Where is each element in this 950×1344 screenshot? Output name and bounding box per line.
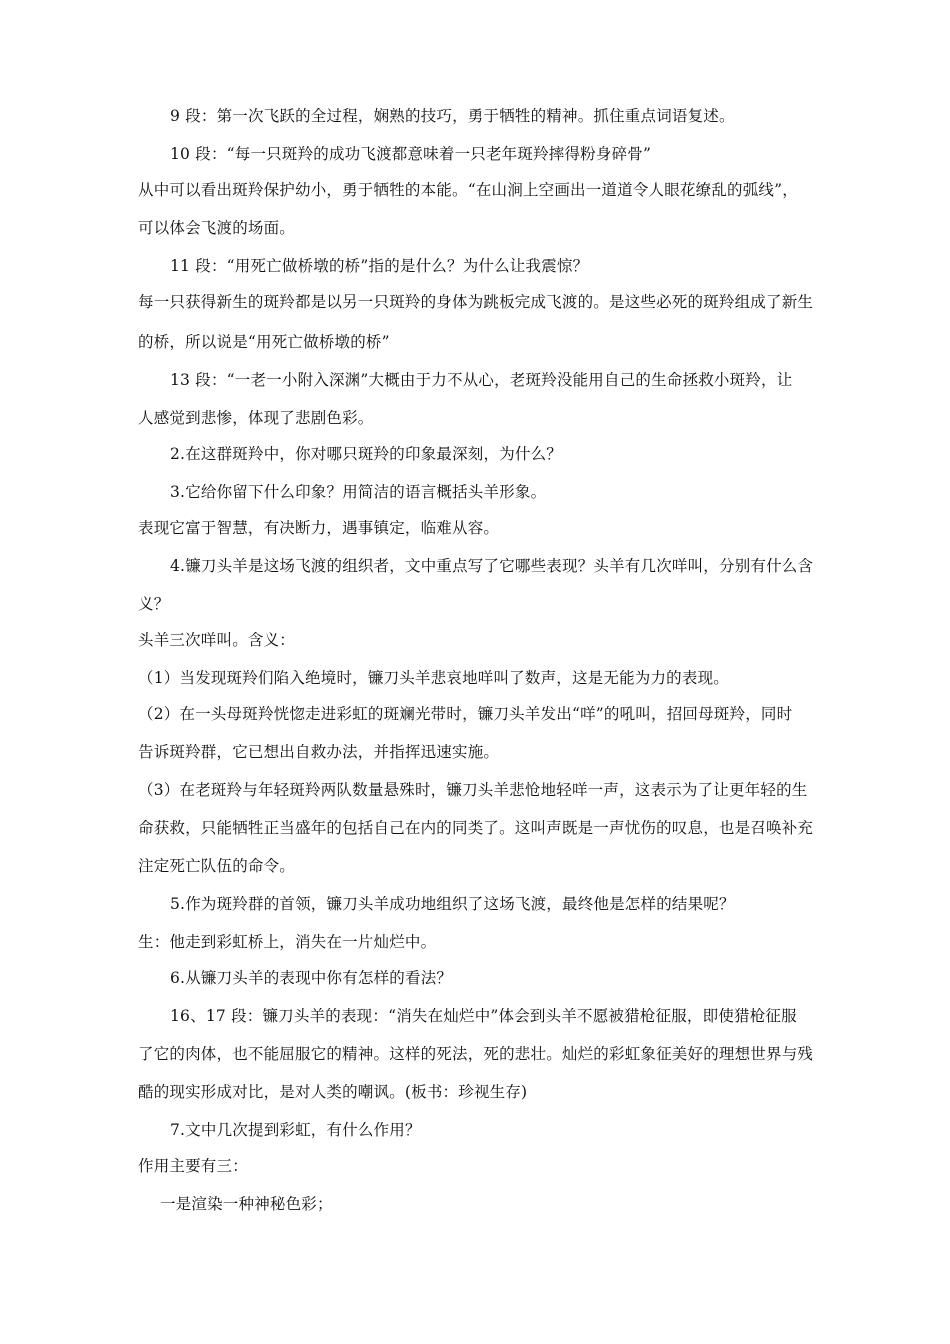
text-line: 5.作为斑羚群的首领，镰刀头羊成功地组织了这场飞渡，最终他是怎样的结果呢？ [170, 895, 735, 913]
text-line: （1）当发现斑羚们陷入绝境时，镰刀头羊悲哀地咩叫了数声，这是无能为力的表现。 [138, 669, 729, 687]
text-line: 告诉斑羚群，它已想出自救办法，并指挥迅速实施。 [138, 743, 500, 761]
text-line: 3.它给你留下什么印象？用简洁的语言概括头羊形象。 [170, 483, 547, 501]
text-line: （2）在一头母斑羚恍惚走进彩虹的斑斓光带时，镰刀头羊发出“咩”的吼叫，招回母斑羚，同时 [138, 705, 793, 723]
text-line: 人感觉到悲惨，体现了悲剧色彩。 [138, 409, 374, 427]
text-line: 的桥，所以说是“用死亡做桥墩的桥” [138, 333, 390, 351]
text-line: 生：他走到彩虹桥上，消失在一片灿烂中。 [138, 933, 437, 951]
text-line: 6.从镰刀头羊的表现中你有怎样的看法？ [170, 969, 453, 987]
text-line: 义？ [138, 595, 170, 613]
text-line: 每一只获得新生的斑羚都是以另一只斑羚的身体为跳板完成飞渡的。是这些必死的斑羚组成了新生 [138, 293, 814, 311]
text-line: 命获救，只能牺牲正当盛年的包括自己在内的同类了。这叫声既是一声忧伤的叹息，也是召唤补充 [138, 819, 814, 837]
text-line: 可以体会飞渡的场面。 [138, 219, 296, 237]
text-line: 酷的现实形成对比，是对人类的嘲讽。(板书：珍视生存) [138, 1083, 528, 1101]
text-line: 13 段：“一老一小附入深渊”大概由于力不从心，老斑羚没能用自己的生命拯救小斑羚，让 [170, 371, 793, 389]
text-line: （3）在老斑羚与年轻斑羚两队数量悬殊时，镰刀头羊悲怆地轻咩一声，这表示为了让更年轻的生 [138, 781, 808, 799]
text-line: 11 段：“用死亡做桥墩的桥”指的是什么？为什么让我震惊？ [170, 257, 589, 275]
text-line: 作用主要有三： [138, 1157, 248, 1175]
text-line: 4.镰刀头羊是这场飞渡的组织者，文中重点写了它哪些表现？头羊有几次咩叫，分别有什么含 [170, 557, 814, 575]
text-line: 表现它富于智慧，有决断力，遇事镇定，临难从容。 [138, 519, 500, 537]
text-line: 从中可以看出斑羚保护幼小，勇于牺牲的本能。“在山涧上空画出一道道令人眼花缭乱的弧线”， [138, 181, 798, 199]
text-line: 7.文中几次提到彩虹，有什么作用？ [170, 1121, 421, 1139]
text-line: 9 段：第一次飞跃的全过程，娴熟的技巧，勇于牺牲的精神。抓住重点词语复述。 [170, 107, 735, 125]
text-line: 头羊三次咩叫。含义： [138, 631, 296, 649]
text-line: 一是渲染一种神秘色彩； [160, 1195, 333, 1213]
text-line: 16、17 段：镰刀头羊的表现：“消失在灿烂中”体会到头羊不愿被猎枪征服，即使猎枪征服 [170, 1007, 797, 1025]
text-line: 注定死亡队伍的命令。 [138, 857, 296, 875]
text-line: 了它的肉体，也不能屈服它的精神。这样的死法，死的悲壮。灿烂的彩虹象征美好的理想世界与残 [138, 1045, 814, 1063]
text-line: 2.在这群斑羚中，你对哪只斑羚的印象最深刻，为什么？ [170, 445, 562, 463]
text-line: 10 段：“每一只斑羚的成功飞渡都意味着一只老年斑羚摔得粉身碎骨” [170, 145, 652, 163]
